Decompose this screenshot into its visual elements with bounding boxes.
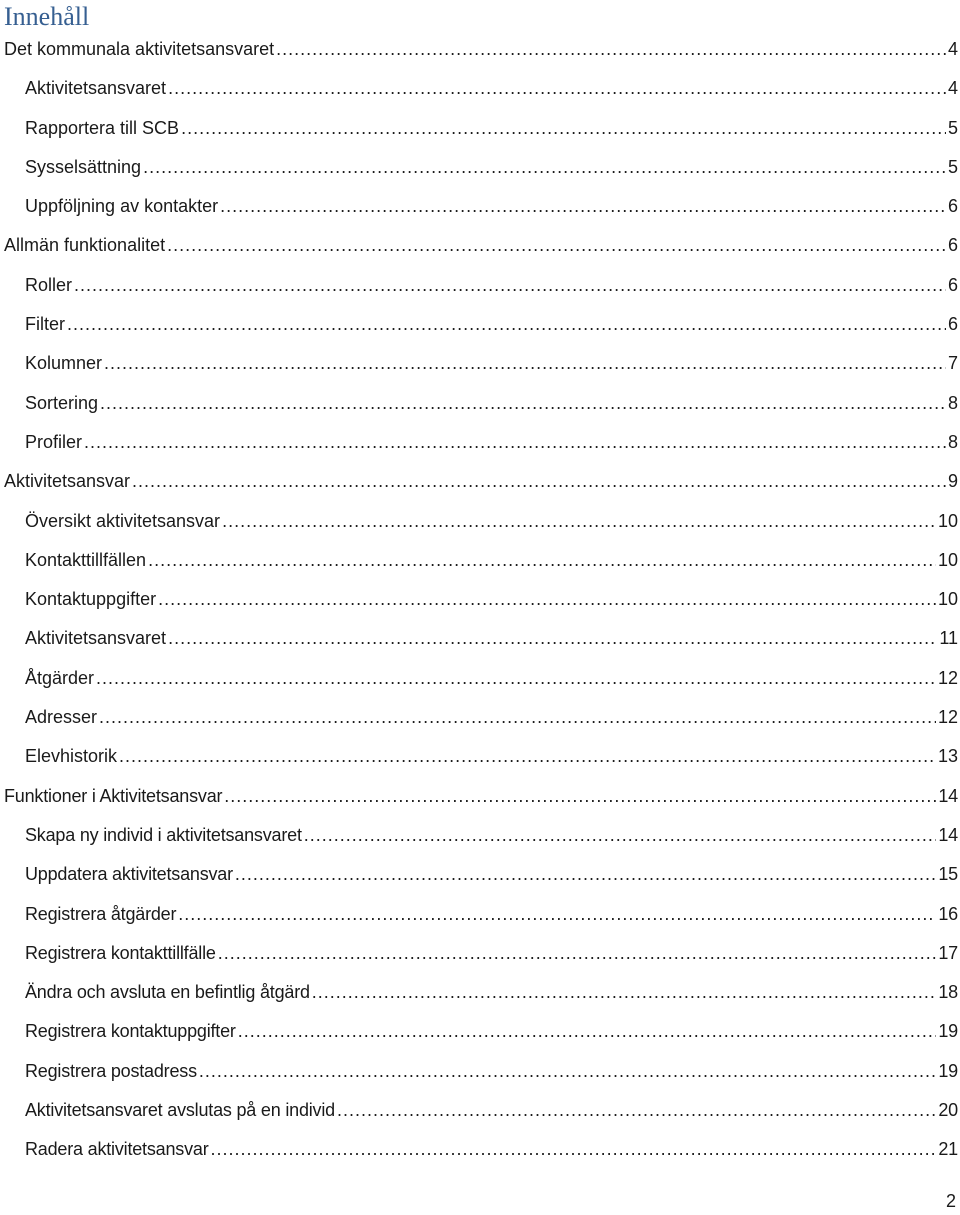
toc-entry-page-number[interactable]: 7 [947, 353, 958, 374]
toc-entry[interactable] [0, 305, 960, 344]
toc-entry[interactable] [0, 737, 960, 776]
dot-leader [235, 855, 936, 894]
dot-leader [100, 384, 946, 423]
toc-entry-page-number[interactable]: 8 [947, 431, 958, 452]
toc-entry[interactable] [0, 266, 960, 305]
toc-entry-label[interactable]: Uppdatera aktivitetsansvar [25, 864, 233, 885]
dot-leader [304, 816, 937, 855]
toc-entry-label[interactable]: Registrera kontakttillfälle [25, 942, 216, 963]
toc-entry[interactable] [0, 69, 960, 108]
toc-entry[interactable] [0, 659, 960, 698]
toc-entry[interactable] [0, 777, 960, 816]
toc-entry-label[interactable]: Profiler [25, 431, 83, 452]
dot-leader [168, 69, 946, 108]
toc-heading: Innehåll [4, 2, 90, 31]
toc-entry-label[interactable]: Ändra och avsluta en befintlig åtgärd [25, 982, 310, 1003]
toc-entry[interactable] [0, 698, 960, 737]
toc-entry[interactable] [0, 973, 960, 1012]
toc-entry-label[interactable]: Aktivitetsansvar [4, 471, 131, 492]
dot-leader [84, 423, 946, 462]
dot-leader [312, 973, 937, 1012]
dot-leader [178, 895, 936, 934]
toc-entry[interactable] [0, 148, 960, 187]
toc-entry[interactable] [0, 619, 960, 658]
toc-entry-label[interactable]: Registrera kontaktuppgifter [25, 1021, 236, 1042]
toc-entry-label[interactable]: Adresser [25, 707, 98, 728]
toc-entry-label[interactable]: Kolumner [25, 353, 103, 374]
toc-entry[interactable] [0, 1012, 960, 1051]
toc-entry-label[interactable]: Kontaktuppgifter [25, 589, 157, 610]
toc-entry-page-number[interactable]: 11 [939, 628, 958, 649]
dot-leader [218, 934, 937, 973]
toc-entry[interactable] [0, 384, 960, 423]
toc-entry-label[interactable]: Roller [25, 274, 73, 295]
toc-entry-label[interactable]: Radera aktivitetsansvar [25, 1139, 209, 1160]
dot-leader [104, 344, 946, 383]
toc-entry[interactable] [0, 1130, 960, 1169]
toc-entry-label[interactable]: Sortering [25, 392, 99, 413]
toc-entry[interactable] [0, 187, 960, 226]
dot-leader [119, 737, 936, 776]
toc-entry-label[interactable]: Aktivitetsansvaret avslutas på en individ [25, 1100, 335, 1121]
toc-entry-page-number[interactable]: 6 [947, 274, 958, 295]
dot-leader [99, 698, 936, 737]
toc-entry-label[interactable]: Översikt aktivitetsansvar [25, 510, 221, 531]
toc-entry-label[interactable]: Aktivitetsansvaret [25, 628, 167, 649]
toc-entry-page-number[interactable]: 9 [947, 471, 958, 492]
dot-leader [132, 462, 946, 501]
toc-entry-page-number[interactable]: 13 [937, 746, 958, 767]
toc-entry-page-number[interactable]: 14 [938, 824, 958, 845]
toc-entry-page-number[interactable]: 12 [937, 707, 958, 728]
toc-entry-label[interactable]: Funktioner i Aktivitetsansvar [4, 785, 223, 806]
toc-entry-page-number[interactable]: 14 [938, 785, 958, 806]
dot-leader [158, 580, 936, 619]
toc-entry-page-number[interactable]: 6 [947, 314, 958, 335]
dot-leader [67, 305, 946, 344]
toc-entry[interactable] [0, 423, 960, 462]
toc-entry-label[interactable]: Filter [25, 314, 65, 335]
dot-leader [148, 541, 936, 580]
toc-entry-page-number[interactable]: 21 [938, 1139, 958, 1160]
toc-entry[interactable] [0, 30, 960, 69]
dot-leader [96, 659, 936, 698]
toc-entry-page-number[interactable]: 18 [938, 982, 958, 1003]
dot-leader [181, 109, 946, 148]
toc-entry[interactable] [0, 462, 960, 501]
toc-entry[interactable] [0, 895, 960, 934]
dot-leader [199, 1052, 936, 1091]
toc-entry[interactable] [0, 1052, 960, 1091]
toc-entry[interactable] [0, 541, 960, 580]
toc-entry-page-number[interactable]: 8 [947, 392, 958, 413]
toc-entry-label[interactable]: Rapportera till SCB [25, 117, 180, 138]
toc-entry-page-number[interactable]: 12 [937, 667, 958, 688]
toc-entry-label[interactable]: Registrera postadress [25, 1060, 197, 1081]
toc-entry-page-number[interactable]: 19 [938, 1060, 958, 1081]
toc-entry-label[interactable]: Sysselsättning [25, 156, 142, 177]
toc-entry-page-number[interactable]: 5 [947, 156, 958, 177]
dot-leader [224, 777, 936, 816]
toc-entry-label[interactable]: Uppföljning av kontakter [25, 196, 219, 217]
dot-leader [220, 187, 946, 226]
toc-entry[interactable] [0, 1091, 960, 1130]
dot-leader [276, 30, 946, 69]
toc-entry[interactable] [0, 934, 960, 973]
toc-entry-page-number[interactable]: 6 [947, 235, 958, 256]
toc-entry-page-number[interactable]: 10 [937, 549, 958, 570]
toc-entry-page-number[interactable]: 16 [938, 903, 958, 924]
toc-entry-page-number[interactable]: 4 [947, 39, 958, 59]
toc-entry-page-number[interactable]: 20 [938, 1100, 958, 1121]
dot-leader [143, 148, 946, 187]
toc-entry-page-number[interactable]: 10 [937, 510, 958, 531]
toc-entry[interactable] [0, 226, 960, 265]
toc-entry-label[interactable]: Åtgärder [25, 667, 95, 688]
toc-entry-label[interactable]: Elevhistorik [25, 746, 118, 767]
toc-entry-label[interactable]: Skapa ny individ i aktivitetsansvaret [25, 824, 302, 845]
toc-entry-page-number[interactable]: 6 [947, 196, 958, 217]
toc-entry[interactable] [0, 109, 960, 148]
toc-entry[interactable] [0, 344, 960, 383]
toc-entry[interactable] [0, 816, 960, 855]
dot-leader [222, 502, 936, 541]
table-of-contents [0, 30, 960, 1170]
toc-entry-label[interactable]: Allmän funktionalitet [4, 235, 166, 256]
page-number: 2 [945, 1191, 956, 1211]
toc-entry-label[interactable]: Aktivitetsansvaret [25, 78, 167, 99]
toc-entry[interactable] [0, 580, 960, 619]
toc-entry-page-number[interactable]: 15 [938, 864, 958, 885]
dot-leader [211, 1130, 937, 1169]
toc-entry-page-number[interactable]: 19 [938, 1021, 958, 1042]
toc-entry-label[interactable]: Kontakttillfällen [25, 549, 147, 570]
dot-leader [168, 619, 937, 658]
toc-entry-page-number[interactable]: 5 [947, 117, 958, 138]
toc-entry-page-number[interactable]: 4 [947, 78, 958, 99]
dot-leader [74, 266, 946, 305]
toc-entry-label[interactable]: Registrera åtgärder [25, 903, 177, 924]
dot-leader [238, 1012, 937, 1051]
dot-leader [167, 226, 946, 265]
toc-entry[interactable] [0, 502, 960, 541]
toc-entry-label[interactable]: Det kommunala aktivitetsansvaret [4, 39, 275, 59]
toc-entry-page-number[interactable]: 10 [937, 589, 958, 610]
dot-leader [337, 1091, 936, 1130]
toc-entry-page-number[interactable]: 17 [938, 942, 958, 963]
toc-entry[interactable] [0, 855, 960, 894]
